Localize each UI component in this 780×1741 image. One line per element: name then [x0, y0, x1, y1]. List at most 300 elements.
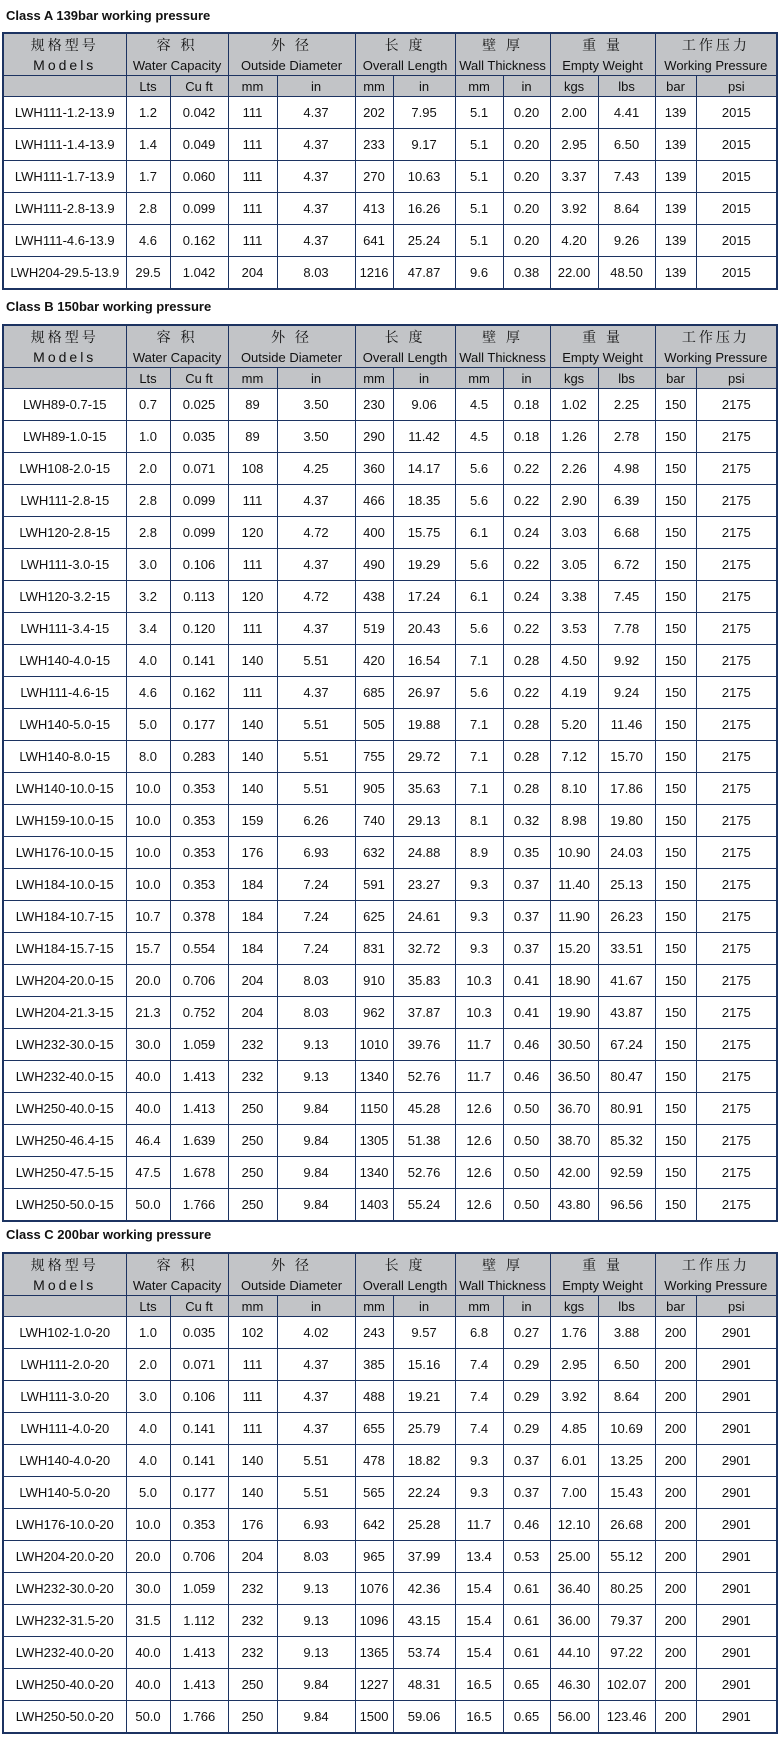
cell-wt-kgs: 4.20: [550, 225, 598, 257]
unit-cuft: Cu ft: [170, 368, 228, 389]
cell-cuft: 1.042: [170, 257, 228, 290]
cell-len-mm: 270: [355, 161, 393, 193]
cell-od-in: 9.13: [277, 1029, 355, 1061]
cell-len-in: 24.88: [393, 837, 455, 869]
cell-wall-mm: 16.5: [455, 1701, 503, 1734]
cell-wall-in: 0.29: [503, 1381, 550, 1413]
cell-cuft: 1.413: [170, 1061, 228, 1093]
table-row: [3, 677, 777, 709]
cell-psi: 2015: [696, 129, 777, 161]
cell-psi: 2175: [696, 773, 777, 805]
cell-od-mm: 204: [228, 1541, 277, 1573]
cell-lts: 15.7: [126, 933, 170, 965]
cell-len-in: 16.26: [393, 193, 455, 225]
table-row: [3, 1157, 777, 1189]
table-row: [3, 453, 777, 485]
table-row: [3, 1701, 777, 1734]
table-row: [3, 225, 777, 257]
cell-od-mm: 204: [228, 997, 277, 1029]
cell-len-in: 26.97: [393, 677, 455, 709]
cell-wall-in: 0.41: [503, 965, 550, 997]
cell-wall-in: 0.46: [503, 1061, 550, 1093]
working-pressure-header-cn: 工作压力: [655, 1253, 777, 1275]
cell-bar: 200: [655, 1349, 696, 1381]
cell-model: LWH111-3.0-15: [3, 549, 126, 581]
cell-wall-in: 0.50: [503, 1157, 550, 1189]
table-row: [3, 1413, 777, 1445]
cell-wall-in: 0.28: [503, 645, 550, 677]
cell-psi: 2175: [696, 581, 777, 613]
cell-od-in: 5.51: [277, 1477, 355, 1509]
cell-len-mm: 1365: [355, 1637, 393, 1669]
cell-od-mm: 204: [228, 965, 277, 997]
cell-lts: 4.6: [126, 225, 170, 257]
cell-lts: 47.5: [126, 1157, 170, 1189]
cell-wt-lbs: 9.26: [598, 225, 655, 257]
cell-od-mm: 159: [228, 805, 277, 837]
cell-psi: 2015: [696, 257, 777, 290]
cell-model: LWH204-21.3-15: [3, 997, 126, 1029]
cell-len-in: 20.43: [393, 613, 455, 645]
cell-model: LWH176-10.0-15: [3, 837, 126, 869]
table-row: [3, 805, 777, 837]
cell-len-mm: 360: [355, 453, 393, 485]
unit-wall-mm: mm: [455, 76, 503, 97]
cell-od-in: 7.24: [277, 901, 355, 933]
table-row: [3, 1317, 777, 1349]
cell-bar: 150: [655, 869, 696, 901]
cell-wall-mm: 5.6: [455, 549, 503, 581]
cell-od-mm: 111: [228, 1413, 277, 1445]
cell-od-in: 7.24: [277, 869, 355, 901]
cell-lts: 10.0: [126, 869, 170, 901]
cell-cuft: 0.106: [170, 549, 228, 581]
cell-bar: 200: [655, 1413, 696, 1445]
cell-psi: 2901: [696, 1669, 777, 1701]
cell-wt-lbs: 80.91: [598, 1093, 655, 1125]
cell-od-in: 4.02: [277, 1317, 355, 1349]
cell-wall-in: 0.18: [503, 389, 550, 421]
cell-wall-mm: 10.3: [455, 997, 503, 1029]
cell-len-in: 19.21: [393, 1381, 455, 1413]
table-row: [3, 257, 777, 290]
cell-lts: 4.6: [126, 677, 170, 709]
cell-od-in: 4.72: [277, 517, 355, 549]
unit-wt-kgs: kgs: [550, 76, 598, 97]
cell-od-mm: 140: [228, 709, 277, 741]
cell-lts: 1.7: [126, 161, 170, 193]
cell-wt-lbs: 6.72: [598, 549, 655, 581]
cell-wall-mm: 5.6: [455, 485, 503, 517]
table-row: [3, 933, 777, 965]
cell-bar: 150: [655, 1061, 696, 1093]
table-row: [3, 773, 777, 805]
cell-od-mm: 250: [228, 1093, 277, 1125]
cell-wall-mm: 7.4: [455, 1381, 503, 1413]
cell-len-in: 29.72: [393, 741, 455, 773]
cell-wall-mm: 9.3: [455, 1477, 503, 1509]
cell-len-mm: 1076: [355, 1573, 393, 1605]
cell-model: LWH250-47.5-15: [3, 1157, 126, 1189]
cell-len-mm: 420: [355, 645, 393, 677]
cell-bar: 150: [655, 549, 696, 581]
cell-wall-in: 0.29: [503, 1349, 550, 1381]
cell-wt-kgs: 10.90: [550, 837, 598, 869]
cell-wall-in: 0.53: [503, 1541, 550, 1573]
empty-weight-header-en: Empty Weight: [550, 1275, 655, 1296]
cell-len-in: 18.82: [393, 1445, 455, 1477]
empty-weight-header-cn: 重 量: [550, 325, 655, 347]
cell-wall-mm: 6.1: [455, 581, 503, 613]
cell-bar: 200: [655, 1445, 696, 1477]
cell-wt-lbs: 33.51: [598, 933, 655, 965]
cell-wall-mm: 5.1: [455, 161, 503, 193]
cell-wt-lbs: 85.32: [598, 1125, 655, 1157]
cell-cuft: 0.353: [170, 1509, 228, 1541]
cell-lts: 20.0: [126, 965, 170, 997]
cell-model: LWH111-3.0-20: [3, 1381, 126, 1413]
unit-lts: Lts: [126, 1296, 170, 1317]
cell-bar: 150: [655, 517, 696, 549]
cell-lts: 20.0: [126, 1541, 170, 1573]
cell-wt-kgs: 2.26: [550, 453, 598, 485]
cell-psi: 2901: [696, 1381, 777, 1413]
cell-bar: 200: [655, 1669, 696, 1701]
cell-od-in: 5.51: [277, 1445, 355, 1477]
cell-wt-lbs: 7.78: [598, 613, 655, 645]
table-row: [3, 1093, 777, 1125]
cell-od-in: 9.13: [277, 1061, 355, 1093]
cell-len-in: 23.27: [393, 869, 455, 901]
unit-len-mm: mm: [355, 368, 393, 389]
cell-od-in: 9.84: [277, 1701, 355, 1734]
cell-wall-in: 0.50: [503, 1189, 550, 1222]
cell-model: LWH111-1.2-13.9: [3, 97, 126, 129]
cell-od-in: 9.84: [277, 1157, 355, 1189]
cell-wt-kgs: 1.02: [550, 389, 598, 421]
cell-len-mm: 243: [355, 1317, 393, 1349]
cell-od-in: 6.93: [277, 1509, 355, 1541]
cell-cuft: 0.042: [170, 97, 228, 129]
cell-wt-kgs: 43.80: [550, 1189, 598, 1222]
cell-model: LWH232-31.5-20: [3, 1605, 126, 1637]
cell-wt-lbs: 97.22: [598, 1637, 655, 1669]
cell-wall-in: 0.61: [503, 1605, 550, 1637]
cell-od-mm: 108: [228, 453, 277, 485]
cell-wall-in: 0.28: [503, 773, 550, 805]
cell-wall-in: 0.20: [503, 129, 550, 161]
cell-cuft: 0.752: [170, 997, 228, 1029]
table-row: [3, 1541, 777, 1573]
working-pressure-header-en: Working Pressure: [655, 55, 777, 76]
cell-bar: 150: [655, 933, 696, 965]
spec-table: [2, 1252, 778, 1734]
cell-od-mm: 184: [228, 869, 277, 901]
cell-bar: 150: [655, 1125, 696, 1157]
table-row: [3, 1061, 777, 1093]
models-unit-blank: [3, 76, 126, 97]
cell-wt-lbs: 11.46: [598, 709, 655, 741]
cell-bar: 200: [655, 1509, 696, 1541]
cell-wt-lbs: 15.70: [598, 741, 655, 773]
cell-wt-lbs: 13.25: [598, 1445, 655, 1477]
cell-od-in: 4.37: [277, 193, 355, 225]
cell-wt-kgs: 36.70: [550, 1093, 598, 1125]
cell-wall-in: 0.65: [503, 1669, 550, 1701]
cell-wall-in: 0.27: [503, 1317, 550, 1349]
cell-lts: 30.0: [126, 1573, 170, 1605]
outside-diameter-header-en: Outside Diameter: [228, 347, 355, 368]
cell-wt-lbs: 7.45: [598, 581, 655, 613]
water-capacity-header-cn: 容 积: [126, 325, 228, 347]
working-pressure-header-cn: 工作压力: [655, 33, 777, 55]
cell-wt-lbs: 25.13: [598, 869, 655, 901]
cell-psi: 2175: [696, 965, 777, 997]
cell-cuft: 0.120: [170, 613, 228, 645]
cell-wt-lbs: 48.50: [598, 257, 655, 290]
cell-wt-lbs: 6.39: [598, 485, 655, 517]
cell-model: LWH140-10.0-15: [3, 773, 126, 805]
cell-len-mm: 642: [355, 1509, 393, 1541]
cell-len-mm: 478: [355, 1445, 393, 1477]
water-capacity-header-en: Water Capacity: [126, 347, 228, 368]
unit-len-mm: mm: [355, 76, 393, 97]
cell-len-in: 37.87: [393, 997, 455, 1029]
cell-model: LWH111-1.4-13.9: [3, 129, 126, 161]
unit-wall-mm: mm: [455, 368, 503, 389]
cell-cuft: 0.162: [170, 677, 228, 709]
cell-len-mm: 641: [355, 225, 393, 257]
cell-bar: 139: [655, 225, 696, 257]
cell-cuft: 1.112: [170, 1605, 228, 1637]
cell-len-in: 15.75: [393, 517, 455, 549]
cell-wall-in: 0.50: [503, 1125, 550, 1157]
cell-len-in: 25.24: [393, 225, 455, 257]
cell-od-mm: 204: [228, 257, 277, 290]
cell-len-in: 16.54: [393, 645, 455, 677]
unit-wt-lbs: lbs: [598, 1296, 655, 1317]
cell-psi: 2175: [696, 549, 777, 581]
cell-len-in: 39.76: [393, 1029, 455, 1061]
cell-od-mm: 250: [228, 1189, 277, 1222]
cell-psi: 2175: [696, 613, 777, 645]
cell-wt-kgs: 1.76: [550, 1317, 598, 1349]
cell-model: LWH111-4.0-20: [3, 1413, 126, 1445]
cell-wt-lbs: 80.25: [598, 1573, 655, 1605]
models-header-cn: 规格型号: [30, 1256, 99, 1273]
cell-model: LWH140-4.0-20: [3, 1445, 126, 1477]
table-row: [3, 837, 777, 869]
cell-psi: 2175: [696, 837, 777, 869]
cell-wall-mm: 7.4: [455, 1413, 503, 1445]
cell-wall-mm: 5.6: [455, 613, 503, 645]
cell-len-mm: 625: [355, 901, 393, 933]
cell-wall-in: 0.41: [503, 997, 550, 1029]
table-row: [3, 485, 777, 517]
cell-wt-lbs: 15.43: [598, 1477, 655, 1509]
cell-lts: 10.0: [126, 837, 170, 869]
table-row: [3, 1509, 777, 1541]
cell-cuft: 0.099: [170, 193, 228, 225]
cell-wt-lbs: 67.24: [598, 1029, 655, 1061]
cell-psi: 2175: [696, 517, 777, 549]
cell-cuft: 0.554: [170, 933, 228, 965]
table-row: [3, 741, 777, 773]
cell-len-in: 45.28: [393, 1093, 455, 1125]
cell-wall-mm: 7.1: [455, 741, 503, 773]
cell-len-in: 52.76: [393, 1061, 455, 1093]
cell-wt-lbs: 19.80: [598, 805, 655, 837]
cell-wt-kgs: 18.90: [550, 965, 598, 997]
overall-length-header-cn: 长 度: [355, 1253, 455, 1275]
outside-diameter-header-en: Outside Diameter: [228, 1275, 355, 1296]
cell-wall-in: 0.18: [503, 421, 550, 453]
cell-cuft: 0.353: [170, 869, 228, 901]
cell-model: LWH159-10.0-15: [3, 805, 126, 837]
cell-od-mm: 232: [228, 1061, 277, 1093]
cell-lts: 3.4: [126, 613, 170, 645]
unit-od-in: in: [277, 368, 355, 389]
unit-psi: psi: [696, 1296, 777, 1317]
cell-len-mm: 910: [355, 965, 393, 997]
models-unit-blank: [3, 368, 126, 389]
cell-od-in: 4.72: [277, 581, 355, 613]
cell-model: LWH250-50.0-15: [3, 1189, 126, 1222]
table-row: [3, 901, 777, 933]
cell-wall-mm: 11.7: [455, 1029, 503, 1061]
spec-table: [2, 32, 778, 290]
cell-len-in: 19.88: [393, 709, 455, 741]
cell-psi: 2175: [696, 421, 777, 453]
models-unit-blank: [3, 1296, 126, 1317]
wall-thickness-header-cn: 壁 厚: [455, 1253, 550, 1275]
cell-len-in: 37.99: [393, 1541, 455, 1573]
unit-od-mm: mm: [228, 1296, 277, 1317]
cell-lts: 4.0: [126, 1413, 170, 1445]
cell-len-mm: 438: [355, 581, 393, 613]
cell-lts: 10.0: [126, 773, 170, 805]
cell-od-in: 4.37: [277, 485, 355, 517]
cell-od-in: 9.84: [277, 1125, 355, 1157]
cell-len-mm: 488: [355, 1381, 393, 1413]
cell-wall-mm: 12.6: [455, 1189, 503, 1222]
cell-od-in: 8.03: [277, 997, 355, 1029]
cell-len-mm: 290: [355, 421, 393, 453]
cell-len-mm: 965: [355, 1541, 393, 1573]
cell-od-in: 4.37: [277, 97, 355, 129]
cell-wall-mm: 9.3: [455, 869, 503, 901]
cell-od-mm: 250: [228, 1125, 277, 1157]
cell-wall-in: 0.22: [503, 549, 550, 581]
cell-bar: 139: [655, 97, 696, 129]
working-pressure-header-cn: 工作压力: [655, 325, 777, 347]
cell-wall-in: 0.22: [503, 613, 550, 645]
cell-psi: 2175: [696, 1125, 777, 1157]
cell-psi: 2015: [696, 225, 777, 257]
models-header-cell: [3, 325, 126, 368]
cell-bar: 150: [655, 741, 696, 773]
cell-bar: 139: [655, 257, 696, 290]
cell-cuft: 0.177: [170, 1477, 228, 1509]
unit-od-mm: mm: [228, 368, 277, 389]
cell-wt-kgs: 7.00: [550, 1477, 598, 1509]
cell-od-in: 4.37: [277, 1413, 355, 1445]
cell-od-mm: 140: [228, 741, 277, 773]
cell-bar: 200: [655, 1477, 696, 1509]
cell-lts: 0.7: [126, 389, 170, 421]
cell-bar: 150: [655, 901, 696, 933]
table-row: [3, 1477, 777, 1509]
cell-wall-mm: 4.5: [455, 389, 503, 421]
water-capacity-header-cn: 容 积: [126, 33, 228, 55]
cell-cuft: 1.413: [170, 1637, 228, 1669]
outside-diameter-header-cn: 外 径: [228, 325, 355, 347]
cell-od-mm: 111: [228, 161, 277, 193]
cell-wt-lbs: 9.24: [598, 677, 655, 709]
cell-len-in: 25.28: [393, 1509, 455, 1541]
table-row: [3, 97, 777, 129]
overall-length-header-en: Overall Length: [355, 55, 455, 76]
cell-lts: 31.5: [126, 1605, 170, 1637]
models-header-cell: [3, 33, 126, 76]
empty-weight-header-cn: 重 量: [550, 1253, 655, 1275]
cell-wt-lbs: 26.68: [598, 1509, 655, 1541]
cell-psi: 2901: [696, 1701, 777, 1734]
cell-wall-in: 0.29: [503, 1413, 550, 1445]
overall-length-header-en: Overall Length: [355, 1275, 455, 1296]
cell-wt-lbs: 6.68: [598, 517, 655, 549]
cell-od-in: 4.25: [277, 453, 355, 485]
cell-cuft: 0.283: [170, 741, 228, 773]
unit-od-in: in: [277, 76, 355, 97]
cell-wall-mm: 15.4: [455, 1605, 503, 1637]
cell-cuft: 1.413: [170, 1669, 228, 1701]
cell-od-mm: 232: [228, 1637, 277, 1669]
cell-od-in: 6.26: [277, 805, 355, 837]
cell-wall-mm: 12.6: [455, 1157, 503, 1189]
cell-model: LWH250-40.0-20: [3, 1669, 126, 1701]
unit-od-in: in: [277, 1296, 355, 1317]
cell-wall-mm: 12.6: [455, 1093, 503, 1125]
cell-psi: 2901: [696, 1541, 777, 1573]
cell-model: LWH204-20.0-15: [3, 965, 126, 997]
cell-od-mm: 111: [228, 485, 277, 517]
table-row: [3, 193, 777, 225]
cell-wall-in: 0.50: [503, 1093, 550, 1125]
cell-psi: 2901: [696, 1445, 777, 1477]
cell-wall-in: 0.37: [503, 1477, 550, 1509]
cell-wall-in: 0.37: [503, 1445, 550, 1477]
cell-od-mm: 120: [228, 581, 277, 613]
cell-cuft: 0.060: [170, 161, 228, 193]
cell-bar: 200: [655, 1605, 696, 1637]
cell-wt-lbs: 55.12: [598, 1541, 655, 1573]
cell-od-in: 7.24: [277, 933, 355, 965]
cell-len-in: 9.17: [393, 129, 455, 161]
cell-lts: 40.0: [126, 1093, 170, 1125]
table-row: [3, 965, 777, 997]
cell-len-mm: 1227: [355, 1669, 393, 1701]
unit-cuft: Cu ft: [170, 76, 228, 97]
cell-len-mm: 519: [355, 613, 393, 645]
cell-wall-mm: 9.3: [455, 933, 503, 965]
cell-wt-lbs: 9.92: [598, 645, 655, 677]
cell-lts: 5.0: [126, 1477, 170, 1509]
wall-thickness-header-en: Wall Thickness: [455, 1275, 550, 1296]
cell-od-in: 4.37: [277, 129, 355, 161]
cell-len-in: 25.79: [393, 1413, 455, 1445]
cell-od-in: 8.03: [277, 1541, 355, 1573]
